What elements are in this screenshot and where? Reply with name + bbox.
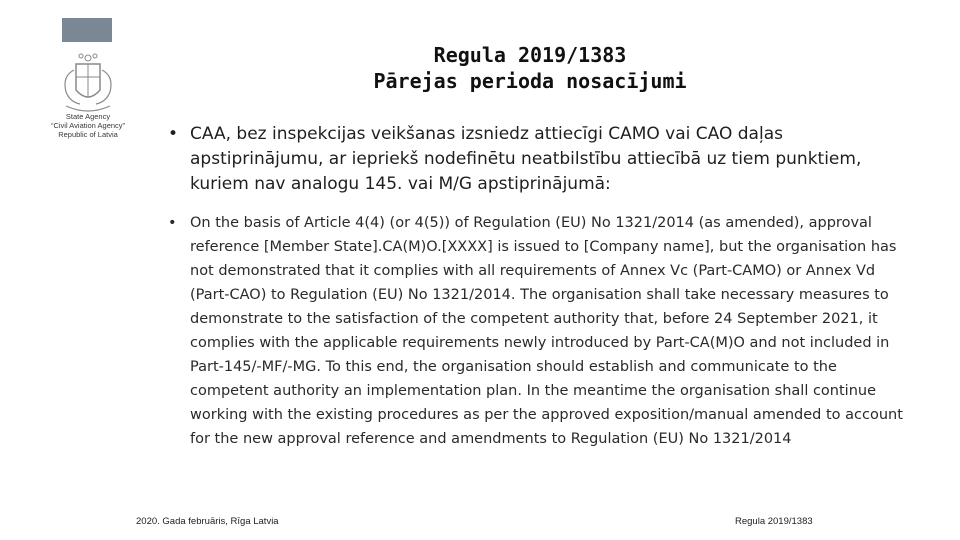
agency-line: “Civil Aviation Agency”: [50, 121, 126, 130]
slide-title-line2: Pārejas perioda nosacījumi: [373, 69, 687, 93]
bullet-text: CAA, bez inspekcijas veikšanas izsniedz attiecīgi CAMO vai CAO daļas apstiprinājumu, ar iepriekš nodefinētu neatbilstību attiecībā uz tiem punktiem, kuriem nav analogu 145. vai M/G apstiprinājumā:: [190, 124, 862, 194]
header-accent-bar: [62, 18, 112, 42]
bullet-text: On the basis of Article 4(4) (or 4(5)) of Regulation (EU) No 1321/2014 (as amended), approval reference [Member State].CA(M)O.[XXXX] is issued to [Company name], but the organisation has not demonstrated that it complies with all requirements of Annex Vc (Part-CAMO) or Annex Vd (Part-CAO) to Regulation (EU) No 1321/2014. The organisation shall take necessary measures to demonstrate to the satisfaction of the competent authority that, before 24 September 2021, it complies with the applicable requirements newly introduced by Part-CA(M)O and not included in Part-145/-MF/-MG. To this end, the organisation should establish and communicate to the competent authority an implementation plan. In the meantime the organisation shall continue working with the existing procedures as per the approved exposition/manual amended to account for the new approval reference and amendments to Regulation (EU) No 1321/2014: [190, 215, 903, 447]
footer-date: 2020. Gada februāris, Rīga Latvia: [136, 516, 279, 527]
agency-name: [30, 112, 146, 139]
bullet-item-english: [168, 211, 913, 451]
slide-title-line1: Regula 2019/1383: [433, 43, 627, 67]
footer-regulation: Regula 2019/1383: [735, 516, 813, 527]
coat-of-arms-logo: [50, 50, 126, 118]
bullet-marker: •: [168, 124, 179, 144]
agency-line: Republic of Latvia: [58, 130, 118, 139]
bullet-item-latvian: [168, 122, 903, 197]
bullet-marker: •: [168, 215, 177, 231]
slide-title: [300, 42, 760, 94]
agency-line: State Agency: [65, 112, 111, 121]
